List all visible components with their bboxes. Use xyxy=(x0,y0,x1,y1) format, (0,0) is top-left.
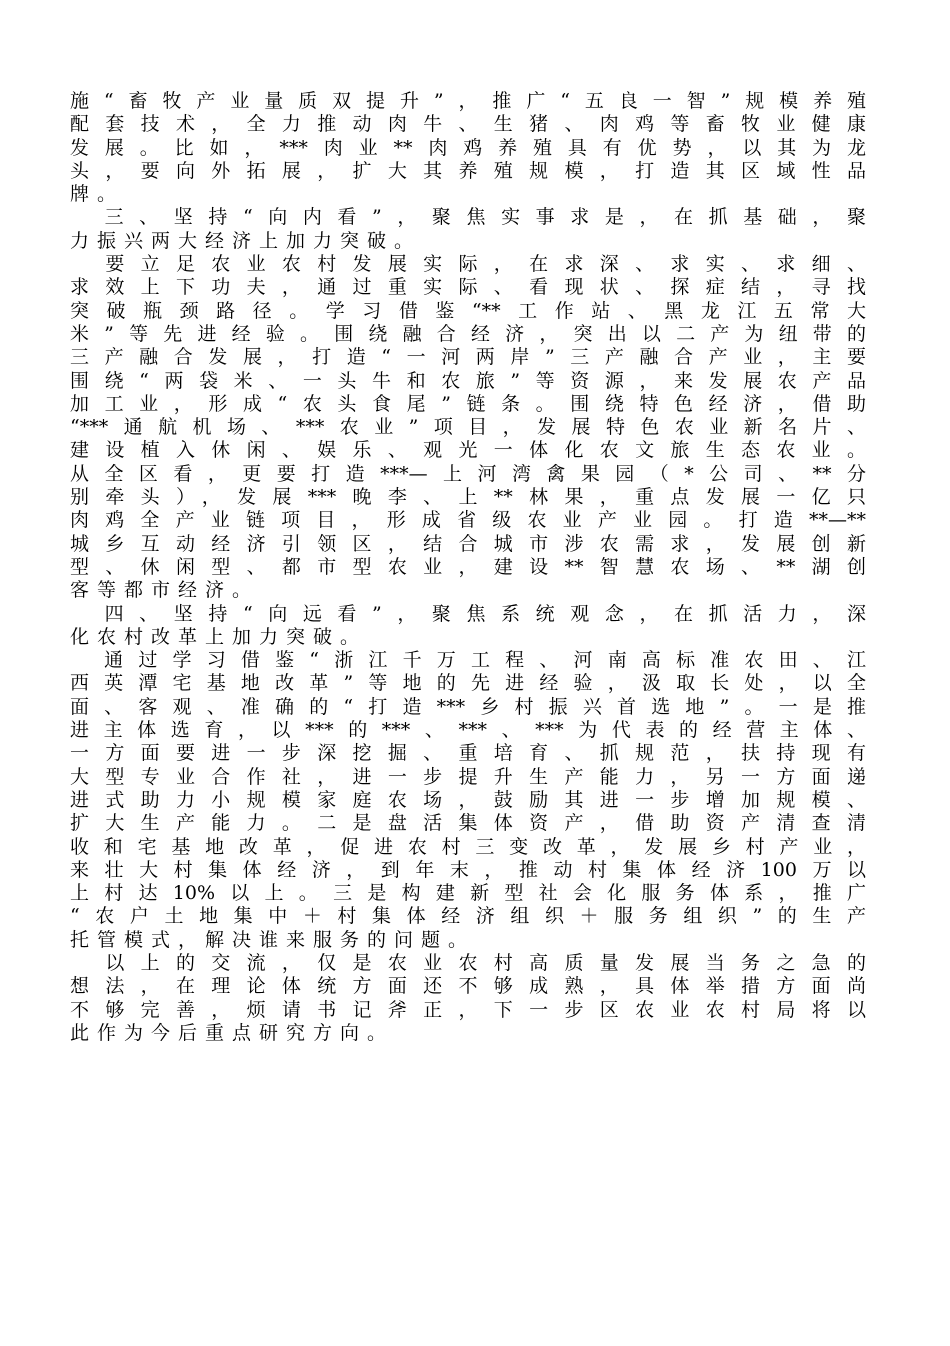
text-line: 一方面要进一步深挖掘、重培育、抓规范，扶持现有 xyxy=(70,742,866,765)
text-line: 头，要向外拓展，扩大其养殖规模，打造其区域性品 xyxy=(70,159,866,182)
text-line: 收和宅基地改革，促进农村三变改革，发展乡村产业， xyxy=(70,835,866,858)
text-line: 要立足农业农村发展实际，在求深、求实、求细、 xyxy=(70,253,866,276)
text-line: 进主体选育，以***的***、***、***为代表的经营主体、 xyxy=(70,719,866,742)
text-line: 三产融合发展，打造“一河两岸”三产融合产业，主要 xyxy=(70,346,866,369)
text-line: 不够完善，烦请书记斧正，下一步区农业农村局将以 xyxy=(70,998,866,1021)
text-line: 力振兴两大经济上加力突破。 xyxy=(70,229,422,252)
text-line: 求效上下功夫，通过重实际、看现状、探症结，寻找 xyxy=(70,276,866,299)
text-line: 托管模式，解决谁来服务的问题。 xyxy=(70,928,476,951)
text-line: 此作为今后重点研究方向。 xyxy=(70,1021,395,1044)
text-line: 从全区看，更要打造***—上河湾禽果园（*公司、**分 xyxy=(70,462,866,485)
text-line: 四、坚持“向远看”，聚焦系统观念，在抓活力，深 xyxy=(70,602,866,625)
text-line: 来壮大村集体经济，到年末，推动村集体经济100万以 xyxy=(70,858,866,881)
text-line: 别牵头），发展***晚李、上**林果，重点发展一亿只 xyxy=(70,486,866,509)
text-line: “***通航机场、***农业”项目，发展特色农业新名片、 xyxy=(70,416,866,439)
text-line: 化农村改革上加力突破。 xyxy=(70,625,368,648)
text-line: 想法，在理论体统方面还不够成熟，具体举措方面尚 xyxy=(70,975,866,998)
document-body xyxy=(70,90,866,1045)
text-line: 大型专业合作社，进一步提升生产能力，另一方面递 xyxy=(70,765,866,788)
text-line: 扩大生产能力。二是盘活集体资产，借助资产清查清 xyxy=(70,812,866,835)
text-line: “农户土地集中＋村集体经济组织＋服务组织”的生产 xyxy=(70,905,866,928)
text-line: 进式助力小规模家庭农场，鼓励其进一步增加规模、 xyxy=(70,788,866,811)
text-line: 肉鸡全产业链项目，形成省级农业产业园。打造**—** xyxy=(70,509,866,532)
text-line: 客等都市经济。 xyxy=(70,579,260,602)
text-line: 施“畜牧产业量质双提升”，推广“五良一智”规模养殖 xyxy=(70,90,866,112)
text-line: 型、休闲型、都市型农业，建设**智慧农场、**湖创 xyxy=(70,555,866,578)
text-line: 牌。 xyxy=(70,183,125,206)
text-line: 突破瓶颈路径。学习借鉴“**工作站、黑龙江五常大 xyxy=(70,299,866,322)
text-line: 三、坚持“向内看”，聚焦实事求是，在抓基础，聚 xyxy=(70,206,866,229)
text-line: 上村达10%以上。三是构建新型社会化服务体系，推广 xyxy=(70,882,866,905)
text-line: 以上的交流，仅是农业农村高质量发展当务之急的 xyxy=(70,951,866,974)
text-line: 围绕“两袋米、一头牛和农旅”等资源，来发展农产品 xyxy=(70,369,866,392)
text-line: 建设植入休闲、娱乐、观光一体化农文旅生态农业。 xyxy=(70,439,866,462)
text-line: 城乡互动经济引领区，结合城市涉农需求，发展创新 xyxy=(70,532,866,555)
text-line: 西英潭宅基地改革”等地的先进经验，汲取长处，以全 xyxy=(70,672,866,695)
text-line: 通过学习借鉴“浙江千万工程、河南高标准农田、江 xyxy=(70,649,866,672)
text-line: 米”等先进经验。围绕融合经济，突出以二产为纽带的 xyxy=(70,322,866,345)
text-line: 发展。比如，***肉业**肉鸡养殖具有优势，以其为龙 xyxy=(70,136,866,159)
text-line: 配套技术，全力推动肉牛、生猪、肉鸡等畜牧业健康 xyxy=(70,113,866,136)
text-line: 加工业，形成“农头食尾”链条。围绕特色经济，借助 xyxy=(70,392,866,415)
text-line: 面、客观、准确的“打造***乡村振兴首选地”。一是推 xyxy=(70,695,866,718)
